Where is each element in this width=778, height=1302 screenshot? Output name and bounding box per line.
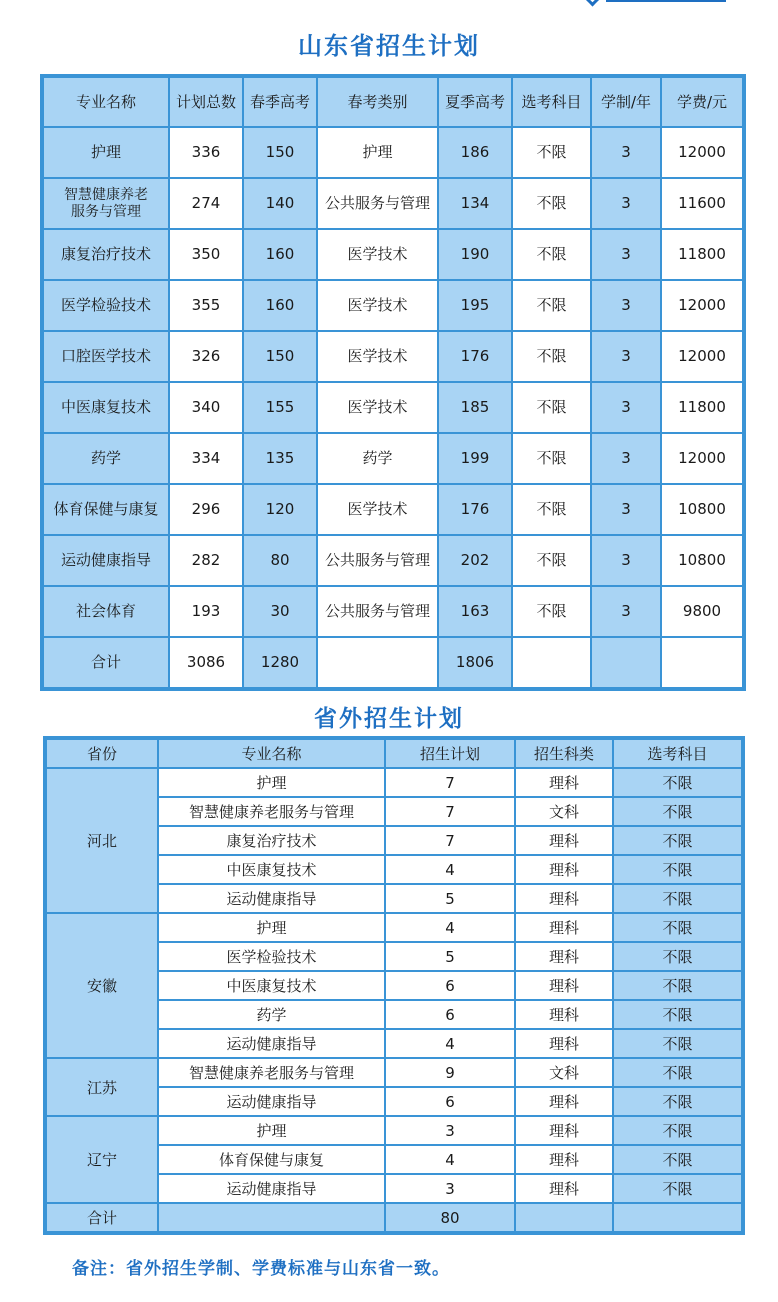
table-row <box>43 178 743 229</box>
cell-name: 体育保健与康复 <box>43 484 169 535</box>
cell-major: 药学 <box>158 1000 385 1029</box>
cell-subject: 不限 <box>613 826 742 855</box>
cell-category: 理科 <box>515 913 613 942</box>
cell-fee: 11600 <box>661 178 743 229</box>
header-row <box>46 739 742 768</box>
cell-category: 理科 <box>515 1145 613 1174</box>
cell-total: 3086 <box>169 637 243 688</box>
total-province: 合计 <box>46 1203 158 1232</box>
cell-cat <box>317 637 438 688</box>
province-cell: 辽宁 <box>46 1116 158 1203</box>
cell-cat: 药学 <box>317 433 438 484</box>
shandong-plan-title: 山东省招生计划 <box>298 32 480 60</box>
header-quota: 招生计划 <box>385 739 515 768</box>
cell-subj: 不限 <box>512 127 591 178</box>
cell-major: 运动健康指导 <box>158 1174 385 1203</box>
cell-total: 340 <box>169 382 243 433</box>
cell-fee <box>661 637 743 688</box>
cell-years: 3 <box>591 331 661 382</box>
cell-subj: 不限 <box>512 586 591 637</box>
cell-name: 社会体育 <box>43 586 169 637</box>
table-row <box>43 331 743 382</box>
cell-subject: 不限 <box>613 884 742 913</box>
cell-subj: 不限 <box>512 382 591 433</box>
cell-category: 理科 <box>515 855 613 884</box>
cell-category: 理科 <box>515 1116 613 1145</box>
cell-name: 中医康复技术 <box>43 382 169 433</box>
header-major: 专业名称 <box>158 739 385 768</box>
cell-quota: 6 <box>385 1087 515 1116</box>
cell-category: 文科 <box>515 1058 613 1087</box>
cell-cat: 公共服务与管理 <box>317 535 438 586</box>
cell-subject: 不限 <box>613 1000 742 1029</box>
cell-spring: 140 <box>243 178 317 229</box>
total-row <box>46 1203 742 1232</box>
cell-spring: 春季高考 <box>243 77 317 127</box>
total-quota: 80 <box>385 1203 515 1232</box>
cell-subject: 不限 <box>613 913 742 942</box>
cell-subject: 不限 <box>613 1145 742 1174</box>
cell-name: 专业名称 <box>43 77 169 127</box>
total-category <box>515 1203 613 1232</box>
cell-cat: 医学技术 <box>317 382 438 433</box>
cell-major: 中医康复技术 <box>158 971 385 1000</box>
cell-quota: 5 <box>385 884 515 913</box>
cell-total: 193 <box>169 586 243 637</box>
cell-subject: 不限 <box>613 1087 742 1116</box>
cell-fee: 学费/元 <box>661 77 743 127</box>
cell-summer: 176 <box>438 331 512 382</box>
cell-fee: 10800 <box>661 484 743 535</box>
header-category: 招生科类 <box>515 739 613 768</box>
cell-years: 3 <box>591 535 661 586</box>
cell-subj: 不限 <box>512 280 591 331</box>
cell-category: 理科 <box>515 971 613 1000</box>
cell-name: 护理 <box>43 127 169 178</box>
cell-major: 中医康复技术 <box>158 855 385 884</box>
cell-category: 理科 <box>515 1029 613 1058</box>
cell-fee: 9800 <box>661 586 743 637</box>
cell-quota: 5 <box>385 942 515 971</box>
cell-cat: 医学技术 <box>317 280 438 331</box>
cell-quota: 4 <box>385 1145 515 1174</box>
province-cell: 江苏 <box>46 1058 158 1116</box>
cell-category: 理科 <box>515 942 613 971</box>
cell-cat: 护理 <box>317 127 438 178</box>
cell-years: 3 <box>591 229 661 280</box>
cell-years: 3 <box>591 433 661 484</box>
cell-quota: 3 <box>385 1116 515 1145</box>
cell-subj <box>512 637 591 688</box>
cell-subj: 不限 <box>512 433 591 484</box>
cell-major: 智慧健康养老服务与管理 <box>158 1058 385 1087</box>
cell-years: 学制/年 <box>591 77 661 127</box>
cell-years: 3 <box>591 178 661 229</box>
cell-spring: 160 <box>243 280 317 331</box>
cell-summer: 195 <box>438 280 512 331</box>
cell-name: 口腔医学技术 <box>43 331 169 382</box>
cell-subj: 不限 <box>512 229 591 280</box>
table-row <box>46 913 742 942</box>
cell-subject: 不限 <box>613 1116 742 1145</box>
table-row <box>46 1116 742 1145</box>
province-cell: 安徽 <box>46 913 158 1058</box>
table-row <box>43 484 743 535</box>
cell-quota: 4 <box>385 1029 515 1058</box>
cell-subj: 不限 <box>512 178 591 229</box>
cell-spring: 1280 <box>243 637 317 688</box>
cell-name: 合计 <box>43 637 169 688</box>
cell-major: 体育保健与康复 <box>158 1145 385 1174</box>
cell-category: 理科 <box>515 826 613 855</box>
cell-major: 康复治疗技术 <box>158 826 385 855</box>
cell-spring: 160 <box>243 229 317 280</box>
cell-fee: 12000 <box>661 433 743 484</box>
cell-subject: 不限 <box>613 1174 742 1203</box>
cell-cat: 春考类别 <box>317 77 438 127</box>
cell-subj: 不限 <box>512 484 591 535</box>
table-row <box>43 535 743 586</box>
cell-summer: 1806 <box>438 637 512 688</box>
cell-subject: 不限 <box>613 768 742 797</box>
table-row <box>46 1058 742 1087</box>
cell-subject: 不限 <box>613 797 742 826</box>
cell-spring: 30 <box>243 586 317 637</box>
cell-fee: 10800 <box>661 535 743 586</box>
table-row <box>43 586 743 637</box>
cell-total: 350 <box>169 229 243 280</box>
cell-major: 运动健康指导 <box>158 884 385 913</box>
cell-total: 计划总数 <box>169 77 243 127</box>
header-province: 省份 <box>46 739 158 768</box>
cell-quota: 7 <box>385 826 515 855</box>
cell-category: 文科 <box>515 797 613 826</box>
cell-spring: 120 <box>243 484 317 535</box>
cell-spring: 80 <box>243 535 317 586</box>
cell-major: 智慧健康养老服务与管理 <box>158 797 385 826</box>
cell-subj: 选考科目 <box>512 77 591 127</box>
cell-name: 运动健康指导 <box>43 535 169 586</box>
cell-category: 理科 <box>515 1087 613 1116</box>
cell-name: 药学 <box>43 433 169 484</box>
cell-summer: 176 <box>438 484 512 535</box>
cell-subj: 不限 <box>512 535 591 586</box>
cell-years: 3 <box>591 280 661 331</box>
table-row <box>43 127 743 178</box>
cell-fee: 12000 <box>661 127 743 178</box>
header-subject: 选考科目 <box>613 739 742 768</box>
cell-total: 336 <box>169 127 243 178</box>
cell-years: 3 <box>591 382 661 433</box>
cell-quota: 6 <box>385 971 515 1000</box>
cell-major: 护理 <box>158 768 385 797</box>
header-row <box>43 77 743 127</box>
cell-summer: 185 <box>438 382 512 433</box>
total-row <box>43 637 743 688</box>
cell-major: 护理 <box>158 1116 385 1145</box>
cell-years: 3 <box>591 586 661 637</box>
cell-category: 理科 <box>515 768 613 797</box>
table-row <box>43 382 743 433</box>
cell-spring: 135 <box>243 433 317 484</box>
cell-subject: 不限 <box>613 855 742 884</box>
cell-years: 3 <box>591 127 661 178</box>
cell-category: 理科 <box>515 884 613 913</box>
cell-summer: 夏季高考 <box>438 77 512 127</box>
cell-name: 医学检验技术 <box>43 280 169 331</box>
cell-subject: 不限 <box>613 1058 742 1087</box>
cell-fee: 12000 <box>661 280 743 331</box>
cell-summer: 163 <box>438 586 512 637</box>
cell-summer: 202 <box>438 535 512 586</box>
table-row <box>46 768 742 797</box>
cell-total: 334 <box>169 433 243 484</box>
cell-quota: 7 <box>385 797 515 826</box>
cell-years: 3 <box>591 484 661 535</box>
cell-total: 274 <box>169 178 243 229</box>
cell-fee: 12000 <box>661 331 743 382</box>
cell-major: 护理 <box>158 913 385 942</box>
cell-total: 282 <box>169 535 243 586</box>
cell-category: 理科 <box>515 1000 613 1029</box>
outside-plan-title: 省外招生计划 <box>314 706 464 732</box>
cell-major: 运动健康指导 <box>158 1029 385 1058</box>
cell-quota: 4 <box>385 855 515 884</box>
cell-cat: 公共服务与管理 <box>317 586 438 637</box>
cell-spring: 150 <box>243 127 317 178</box>
cell-spring: 150 <box>243 331 317 382</box>
cell-fee: 11800 <box>661 229 743 280</box>
total-major <box>158 1203 385 1232</box>
cell-years <box>591 637 661 688</box>
cell-quota: 3 <box>385 1174 515 1203</box>
cell-cat: 医学技术 <box>317 484 438 535</box>
cell-subj: 不限 <box>512 331 591 382</box>
table-row <box>43 280 743 331</box>
cell-summer: 134 <box>438 178 512 229</box>
cell-name: 康复治疗技术 <box>43 229 169 280</box>
cell-summer: 190 <box>438 229 512 280</box>
cell-quota: 4 <box>385 913 515 942</box>
top-divider-line <box>606 0 726 2</box>
table-row <box>43 229 743 280</box>
cell-total: 296 <box>169 484 243 535</box>
cell-cat: 公共服务与管理 <box>317 178 438 229</box>
cell-total: 326 <box>169 331 243 382</box>
cell-name: 智慧健康养老 服务与管理 <box>43 178 169 229</box>
cell-quota: 9 <box>385 1058 515 1087</box>
cell-spring: 155 <box>243 382 317 433</box>
cell-summer: 186 <box>438 127 512 178</box>
cell-cat: 医学技术 <box>317 229 438 280</box>
table-row <box>43 433 743 484</box>
shandong-plan-table <box>40 74 746 691</box>
total-subject <box>613 1203 742 1232</box>
cell-summer: 199 <box>438 433 512 484</box>
top-chevron-decoration <box>580 0 604 7</box>
cell-quota: 7 <box>385 768 515 797</box>
province-cell: 河北 <box>46 768 158 913</box>
cell-quota: 6 <box>385 1000 515 1029</box>
cell-subject: 不限 <box>613 971 742 1000</box>
cell-major: 医学检验技术 <box>158 942 385 971</box>
outside-plan-table <box>43 736 745 1235</box>
cell-subject: 不限 <box>613 942 742 971</box>
cell-total: 355 <box>169 280 243 331</box>
cell-fee: 11800 <box>661 382 743 433</box>
cell-category: 理科 <box>515 1174 613 1203</box>
cell-major: 运动健康指导 <box>158 1087 385 1116</box>
footnote: 备注：省外招生学制、学费标准与山东省一致。 <box>72 1259 450 1279</box>
cell-cat: 医学技术 <box>317 331 438 382</box>
cell-subject: 不限 <box>613 1029 742 1058</box>
